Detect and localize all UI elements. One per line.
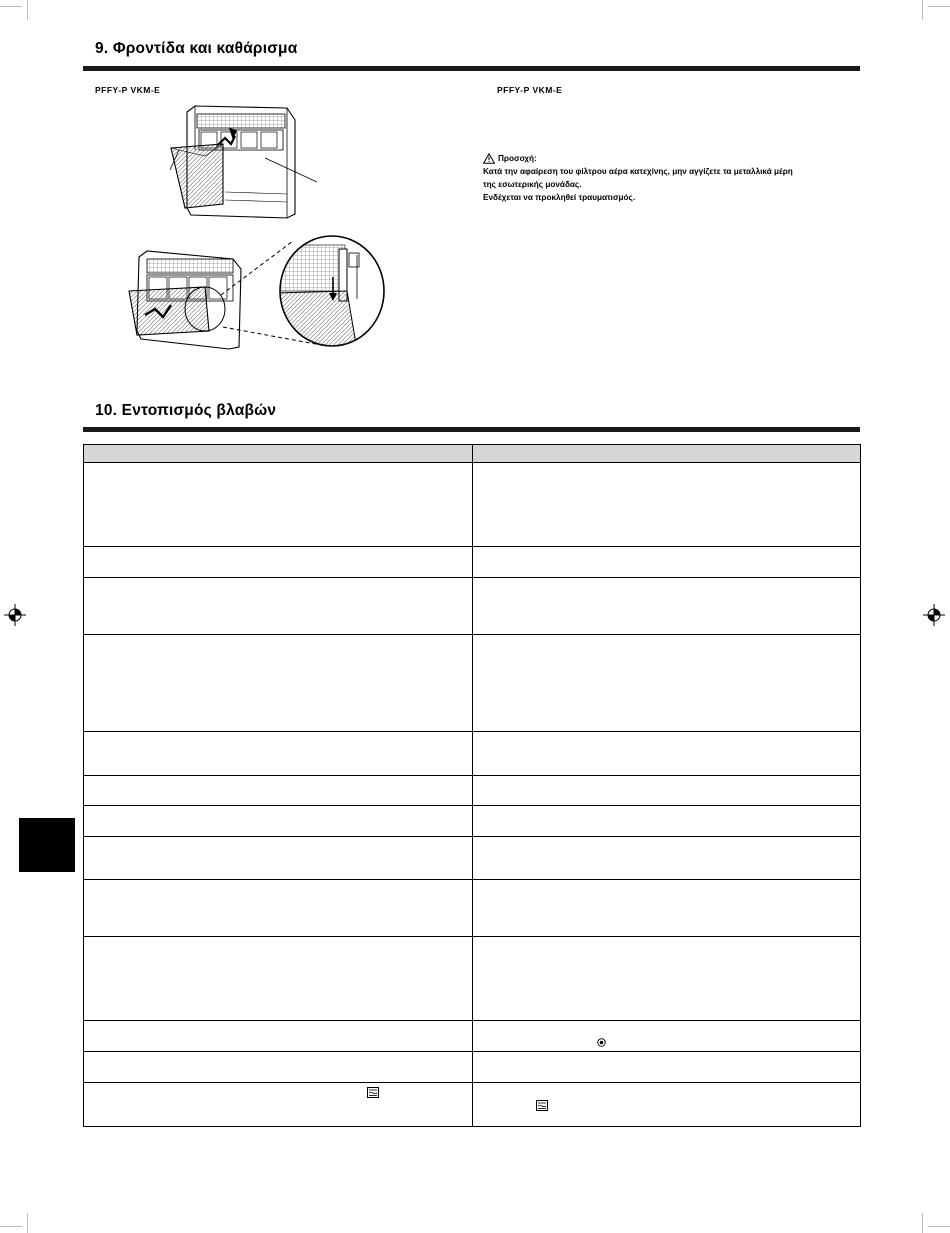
crop-mark <box>922 1213 923 1233</box>
solution-column-header <box>473 445 861 463</box>
table-cell <box>473 635 861 732</box>
left-model-label: PFFY-P VKM-E <box>95 85 161 95</box>
table-cell <box>84 1052 473 1083</box>
crop-mark <box>0 1226 22 1227</box>
table-cell <box>473 937 861 1021</box>
table-cell <box>84 1083 473 1127</box>
table-cell <box>84 578 473 635</box>
section-rule <box>83 427 860 432</box>
filter-removal-illustration <box>165 100 325 225</box>
language-side-tab <box>19 818 75 872</box>
table-cell <box>84 547 473 578</box>
table-cell <box>84 837 473 880</box>
table-cell <box>84 635 473 732</box>
table-cell <box>473 776 861 806</box>
table-row <box>84 463 861 547</box>
table-cell <box>473 732 861 776</box>
registration-mark-icon <box>4 604 26 626</box>
table-row <box>84 732 861 776</box>
table-cell <box>84 880 473 937</box>
table-cell <box>473 806 861 837</box>
table-cell <box>84 463 473 547</box>
crop-mark <box>922 0 923 20</box>
troubleshooting-section-title: 10. Εντοπισμός βλαβών <box>95 402 277 419</box>
circle-dot-icon <box>597 1038 606 1047</box>
table-cell <box>473 880 861 937</box>
right-model-label: PFFY-P VKM-E <box>497 85 563 95</box>
filter-indicator-icon <box>367 1087 379 1098</box>
table-cell <box>473 463 861 547</box>
table-cell <box>84 937 473 1021</box>
table-cell <box>473 1052 861 1083</box>
filter-detail-illustration <box>125 235 390 350</box>
table-row <box>84 547 861 578</box>
table-row <box>84 776 861 806</box>
table-row <box>84 578 861 635</box>
table-row <box>84 806 861 837</box>
table-cell <box>473 837 861 880</box>
caution-line: της εσωτερικής μονάδας. <box>483 180 582 189</box>
troubleshooting-table <box>83 444 861 1127</box>
caution-line: Ενδέχεται να προκληθεί τραυματισμός. <box>483 193 636 202</box>
table-cell <box>84 806 473 837</box>
care-section-title: 9. Φροντίδα και καθάρισμα <box>95 40 298 57</box>
crop-mark <box>27 0 28 20</box>
table-cell <box>473 547 861 578</box>
registration-mark-icon <box>923 604 945 626</box>
table-row <box>84 1083 861 1127</box>
filter-indicator-icon <box>536 1100 548 1111</box>
caution-line: Κατά την αφαίρεση του φίλτρου αέρα κατεχίνης, μην αγγίζετε τα μεταλλικά μέρη <box>483 167 793 176</box>
table-cell <box>473 578 861 635</box>
table-row <box>84 937 861 1021</box>
table-cell <box>84 732 473 776</box>
crop-mark <box>928 1226 950 1227</box>
table-row <box>84 837 861 880</box>
crop-mark <box>27 1213 28 1233</box>
table-cell <box>473 1083 861 1127</box>
crop-mark <box>928 6 950 7</box>
crop-mark <box>0 6 22 7</box>
table-row <box>84 635 861 732</box>
section-rule <box>83 66 860 71</box>
caution-title: Προσοχή: <box>498 154 537 163</box>
table-row <box>84 1052 861 1083</box>
caution-note <box>483 152 863 204</box>
warning-triangle-icon <box>483 153 495 164</box>
table-header-row <box>84 445 861 463</box>
problem-column-header <box>84 445 473 463</box>
table-row <box>84 1021 861 1052</box>
table-row <box>84 880 861 937</box>
table-cell <box>84 1021 473 1052</box>
table-cell <box>473 1021 861 1052</box>
table-cell <box>84 776 473 806</box>
